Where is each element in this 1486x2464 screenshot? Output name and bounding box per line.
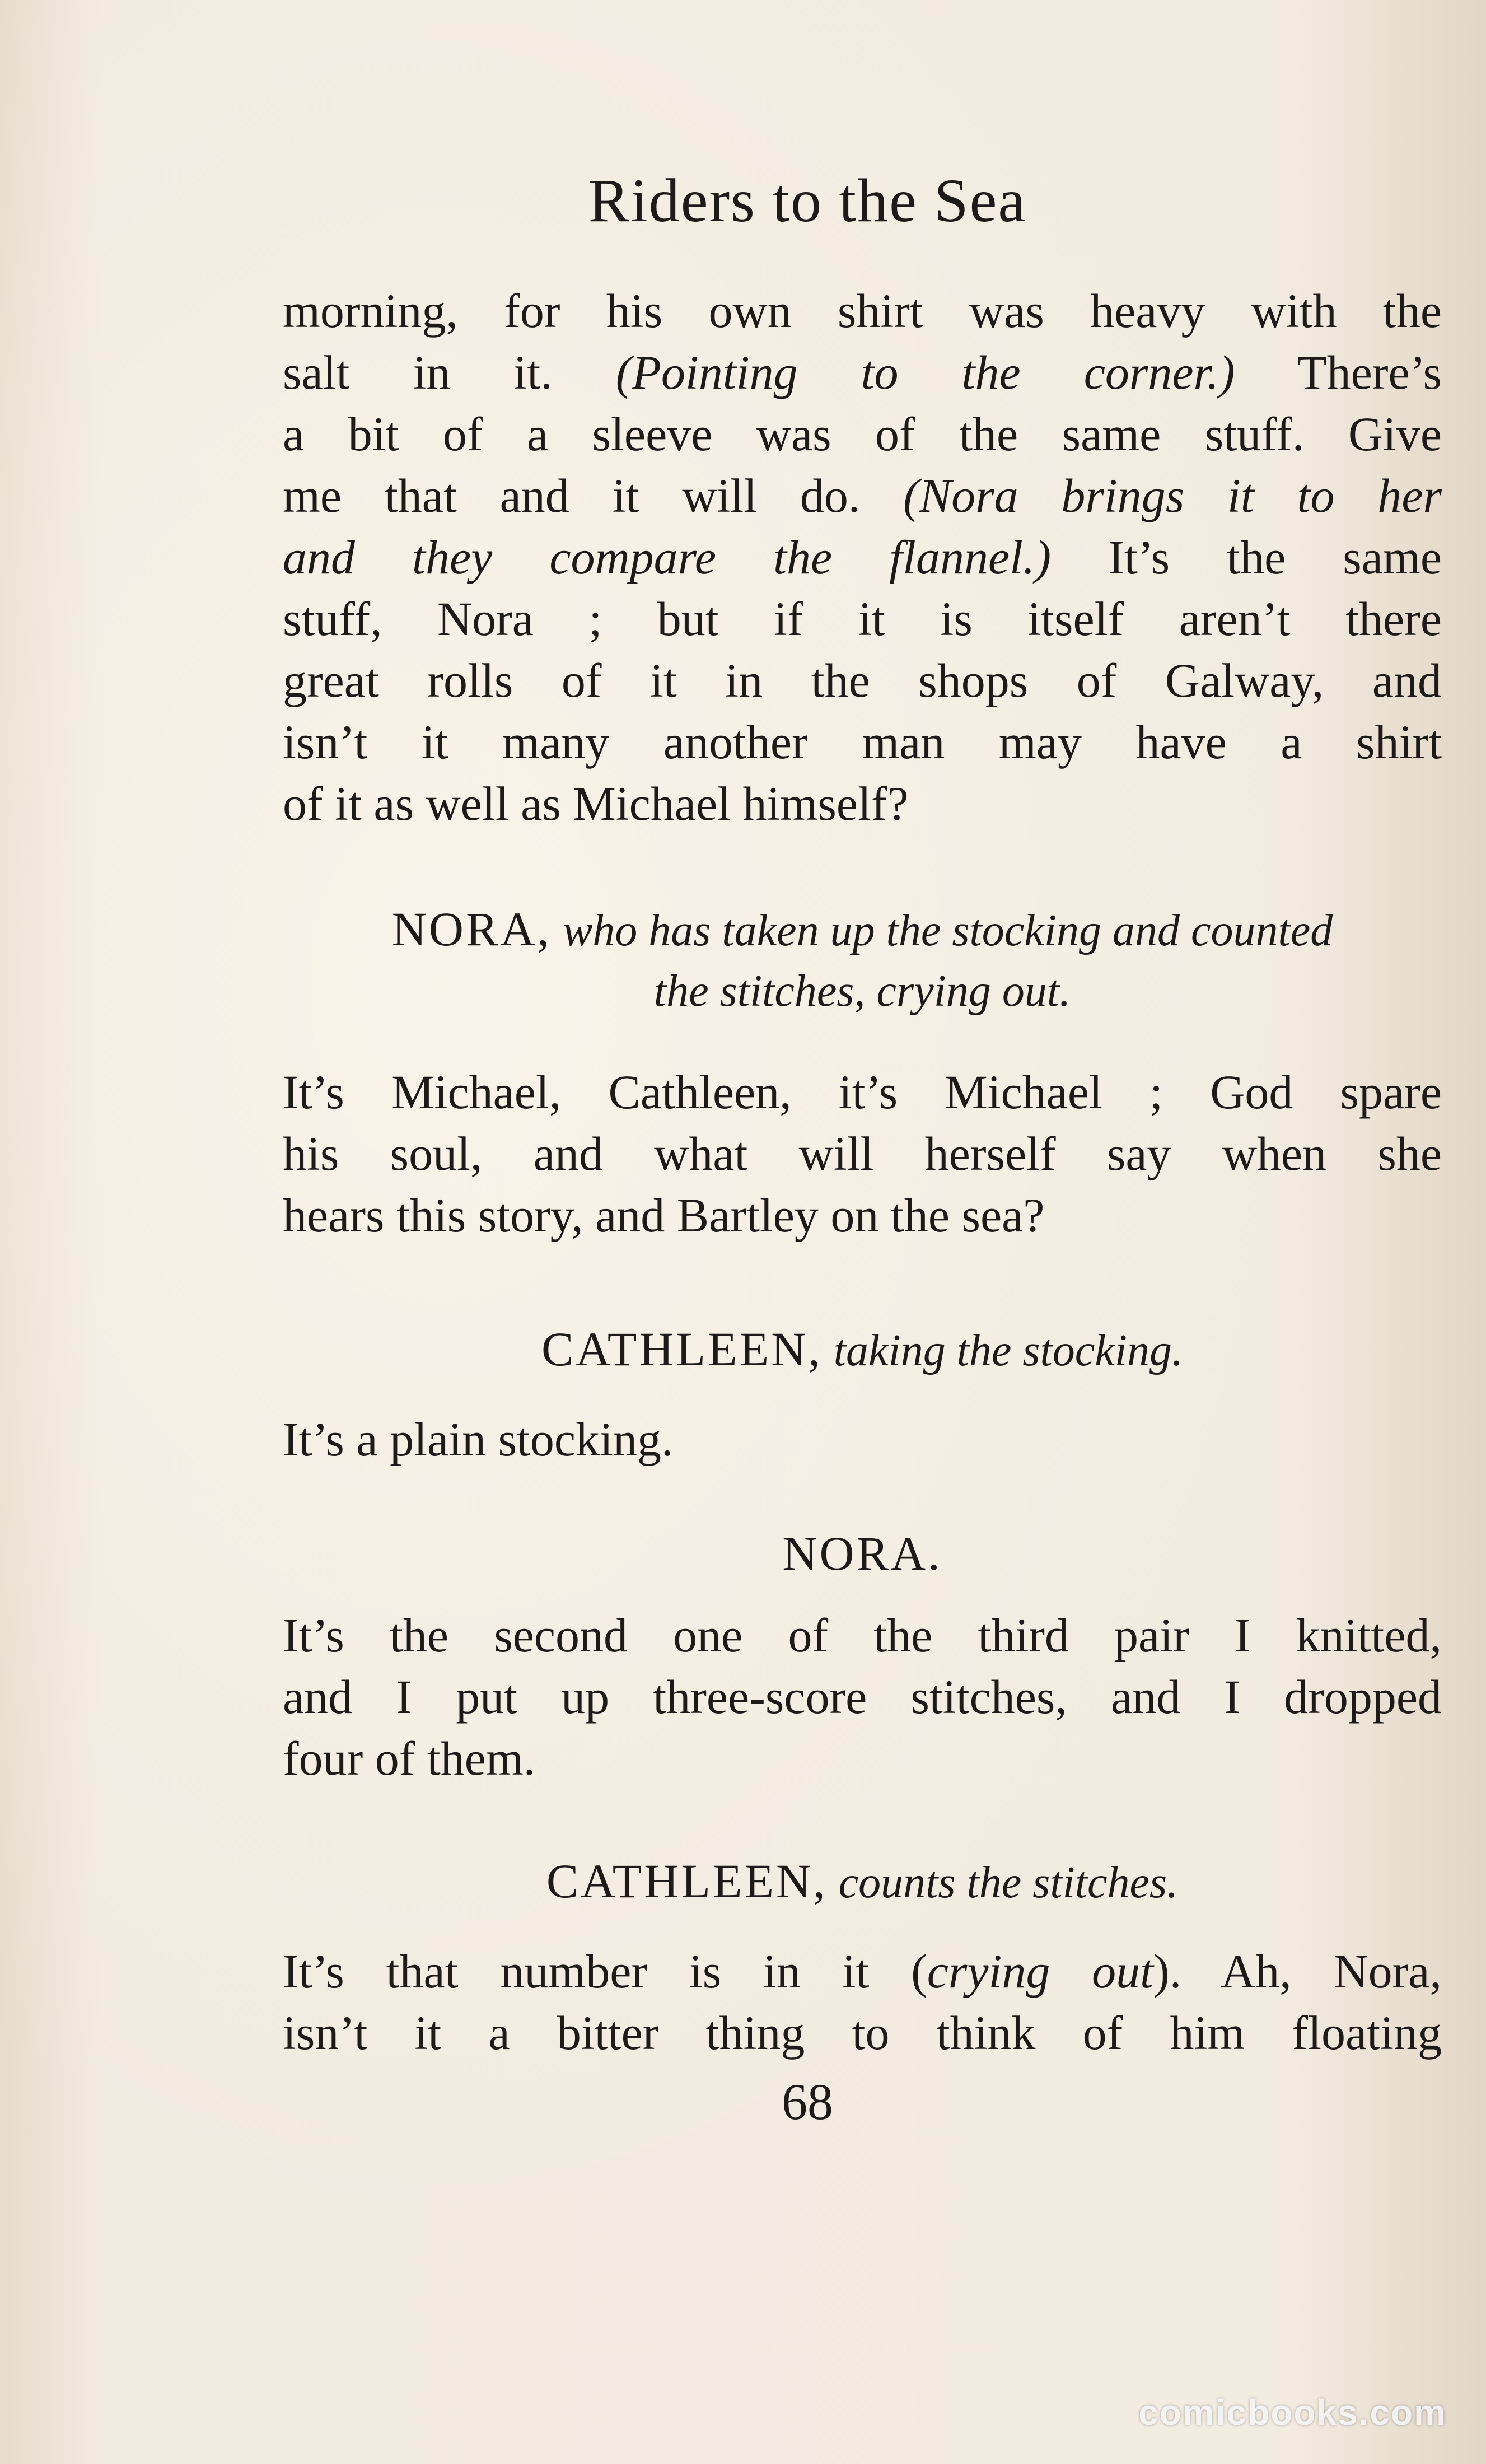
stage-direction: who has taken up the stocking and counted bbox=[551, 906, 1333, 955]
speaker-name: CATHLEEN, bbox=[541, 1322, 823, 1376]
stage-direction: counts the stitches. bbox=[827, 1858, 1179, 1907]
text-line: four of them. bbox=[283, 1732, 536, 1785]
text-run: It’s that number is in it ( bbox=[283, 1944, 927, 1998]
speaker-cue bbox=[283, 1851, 1442, 1913]
text-line bbox=[283, 526, 1442, 588]
stage-direction: and they compare the flannel.) bbox=[283, 530, 1052, 584]
speaker-cue bbox=[283, 899, 1442, 1021]
text-line: his soul, and what will herself say when she bbox=[283, 1127, 1442, 1180]
dialogue-speech bbox=[283, 1940, 1442, 2064]
text-line: isn’t it many another man may have a shirt bbox=[283, 715, 1442, 769]
text-line bbox=[283, 465, 1442, 526]
speaker-cue-line bbox=[283, 899, 1442, 961]
text-line: great rolls of it in the shops of Galway, and bbox=[283, 654, 1442, 707]
text-line: It’s the second one of the third pair I knitted, bbox=[283, 1608, 1442, 1662]
text-line: isn’t it a bitter thing to think of him floating bbox=[283, 2006, 1442, 2060]
text-line: of it as well as Michael himself? bbox=[283, 777, 909, 830]
text-line bbox=[283, 342, 1442, 403]
stage-direction: taking the stocking. bbox=[822, 1326, 1184, 1375]
text-run: salt in it. bbox=[283, 346, 616, 399]
watermark: comicbooks.com bbox=[1138, 2392, 1447, 2433]
text-line: and I put up three-score stitches, and I dropped bbox=[283, 1670, 1442, 1724]
speaker-name: CATHLEEN, bbox=[546, 1854, 828, 1908]
stage-direction: (Pointing to the corner.) bbox=[615, 346, 1235, 399]
text-line: stuff, Nora ; but if it is itself aren’t there bbox=[283, 592, 1442, 646]
text-run: me that and it will do. bbox=[283, 469, 904, 522]
page-number: 68 bbox=[782, 2073, 833, 2130]
stage-direction: crying out bbox=[927, 1944, 1154, 1998]
speaker-name: NORA, bbox=[391, 902, 552, 956]
text-run: It’s the same bbox=[1051, 530, 1442, 584]
dialogue-speech bbox=[283, 1061, 1442, 1246]
text-line: It’s a plain stocking. bbox=[283, 1412, 674, 1466]
speaker-name: NORA. bbox=[782, 1527, 942, 1580]
text-run: ). Ah, Nora, bbox=[1153, 1944, 1442, 1998]
speaker-cue-line bbox=[283, 961, 1442, 1021]
running-head: Riders to the Sea bbox=[588, 166, 1027, 235]
text-line bbox=[283, 1940, 1442, 2002]
dialogue-passage bbox=[283, 280, 1442, 834]
dialogue-speech bbox=[283, 1408, 1442, 1470]
speaker-cue bbox=[283, 1319, 1442, 1381]
text-line: morning, for his own shirt was heavy with the bbox=[283, 284, 1442, 338]
dialogue-speech bbox=[283, 1604, 1442, 1789]
text-line: It’s Michael, Cathleen, it’s Michael ; God spare bbox=[283, 1065, 1442, 1119]
text-line: a bit of a sleeve was of the same stuff. Give bbox=[283, 407, 1442, 461]
speaker-cue bbox=[283, 1523, 1442, 1585]
text-run: There’s bbox=[1235, 346, 1442, 399]
stage-direction: the stitches, crying out. bbox=[653, 967, 1071, 1016]
text-line: hears this story, and Bartley on the sea? bbox=[283, 1188, 1045, 1242]
stage-direction: (Nora brings it to her bbox=[903, 469, 1442, 522]
